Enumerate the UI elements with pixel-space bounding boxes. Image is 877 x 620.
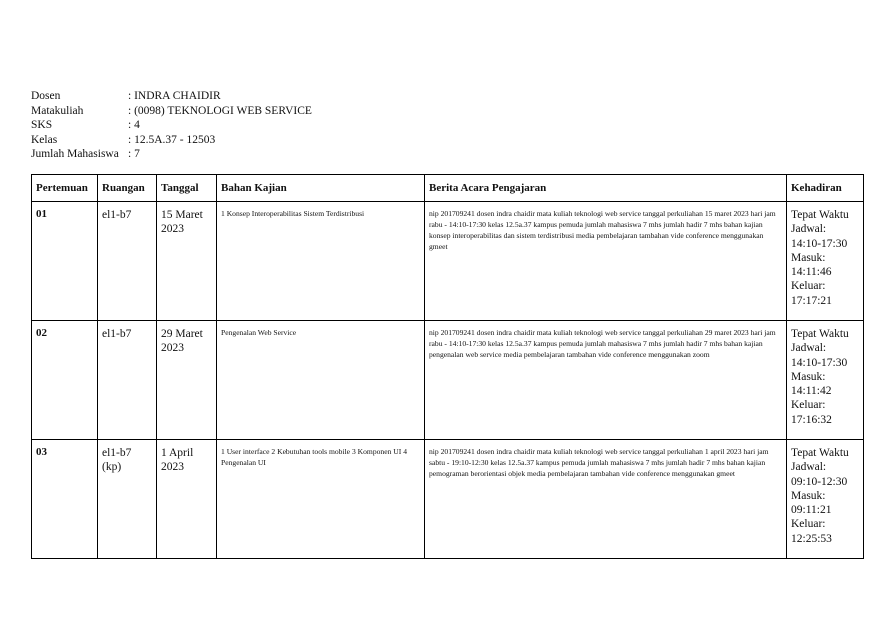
cell-berita-acara: nip 201709241 dosen indra chaidir mata kuliah teknologi web service tanggal perkuliahan 29 maret 2023 hari jam rabu - 14:10-17:30 kelas 12.5a.37 kampus pemuda jumlah mahasiswa 7 mhs jumlah hadir 7 mhs bahan kajian pengenalan web service media pembelajaran tambahan vide conference menggunakan zoom: [425, 321, 787, 440]
cell-bahan-kajian: 1 Konsep Interoperabilitas Sistem Terdistribusi: [217, 202, 425, 321]
kehadiran-masuk-label: Masuk:: [791, 251, 826, 264]
kehadiran-masuk-value: 09:11:21: [791, 504, 832, 517]
header-pertemuan: Pertemuan: [32, 175, 98, 202]
kehadiran-keluar-label: Keluar:: [791, 518, 826, 531]
info-value: : (0098) TEKNOLOGI WEB SERVICE: [128, 104, 312, 117]
cell-pertemuan: 03: [32, 440, 98, 559]
cell-kehadiran: [787, 321, 864, 440]
info-label: SKS: [31, 119, 53, 132]
info-value: : 7: [128, 148, 140, 161]
cell-ruangan: el1-b7: [98, 202, 157, 321]
kehadiran-masuk-label: Masuk:: [791, 489, 826, 502]
cell-tanggal: 1 April 2023: [157, 440, 217, 559]
info-row-kelas: [31, 133, 312, 148]
table-row: [32, 202, 864, 321]
cell-kehadiran: [787, 202, 864, 321]
info-row-sks: [31, 118, 312, 133]
kehadiran-jadwal-label: Jadwal:: [791, 223, 827, 236]
info-label: Kelas: [31, 133, 58, 146]
table-row: [32, 440, 864, 559]
kehadiran-status: Tepat Waktu: [791, 209, 849, 221]
cell-ruangan: el1-b7 (kp): [98, 440, 157, 559]
cell-pertemuan: 02: [32, 321, 98, 440]
header-bahan-kajian: Bahan Kajian: [217, 175, 425, 202]
kehadiran-keluar-label: Keluar:: [791, 280, 826, 293]
info-value: : INDRA CHAIDIR: [128, 90, 221, 102]
table-row: [32, 321, 864, 440]
kehadiran-keluar-label: Keluar:: [791, 399, 826, 412]
info-label: Dosen: [31, 90, 61, 102]
info-label: Matakuliah: [31, 104, 84, 117]
table-header-row: [32, 175, 864, 202]
course-info: [31, 89, 312, 162]
attendance-table: [31, 174, 864, 559]
kehadiran-keluar-value: 12:25:53: [791, 532, 832, 545]
cell-tanggal: 29 Maret 2023: [157, 321, 217, 440]
kehadiran-keluar-value: 17:16:32: [791, 413, 832, 426]
kehadiran-jadwal-value: 14:10-17:30: [791, 356, 848, 369]
kehadiran-masuk-label: Masuk:: [791, 370, 826, 383]
kehadiran-status: Tepat Waktu: [791, 447, 849, 459]
info-label: Jumlah Mahasiswa: [31, 148, 119, 161]
cell-berita-acara: nip 201709241 dosen indra chaidir mata kuliah teknologi web service tanggal perkuliahan 15 maret 2023 hari jam rabu - 14:10-17:30 kelas 12.5a.37 kampus pemuda jumlah mahasiswa 7 mhs jumlah hadir 7 mhs bahan kajian konsep interoperabilitas dan sistem terdistribusi media pembelajaran tambahan vide conference menggunakan gmeet: [425, 202, 787, 321]
header-berita-acara: Berita Acara Pengajaran: [425, 175, 787, 202]
info-value: : 12.5A.37 - 12503: [128, 133, 216, 146]
info-row-jumlah-mahasiswa: [31, 147, 312, 162]
kehadiran-keluar-value: 17:17:21: [791, 294, 832, 307]
cell-tanggal: 15 Maret 2023: [157, 202, 217, 321]
cell-berita-acara: nip 201709241 dosen indra chaidir mata kuliah teknologi web service tanggal perkuliahan 1 april 2023 hari jam sabtu - 19:10-12:30 kelas 12.5a.37 kampus pemuda jumlah mahasiswa 7 mhs jumlah hadir 7 mhs bahan kajian pemograman berorientasi objek media pembelajaran tambahan vide conference menggunakan gmeet: [425, 440, 787, 559]
info-value: : 4: [128, 119, 140, 132]
kehadiran-masuk-value: 14:11:42: [791, 385, 832, 398]
header-tanggal: Tanggal: [157, 175, 217, 202]
header-ruangan: Ruangan: [98, 175, 157, 202]
cell-bahan-kajian: 1 User interface 2 Kebutuhan tools mobile 3 Komponen UI 4 Pengenalan UI: [217, 440, 425, 559]
cell-pertemuan: 01: [32, 202, 98, 321]
kehadiran-jadwal-value: 09:10-12:30: [791, 475, 848, 488]
cell-ruangan: el1-b7: [98, 321, 157, 440]
info-row-matakuliah: [31, 104, 312, 119]
cell-bahan-kajian: Pengenalan Web Service: [217, 321, 425, 440]
kehadiran-jadwal-label: Jadwal:: [791, 461, 827, 474]
kehadiran-jadwal-label: Jadwal:: [791, 342, 827, 355]
cell-kehadiran: [787, 440, 864, 559]
kehadiran-masuk-value: 14:11:46: [791, 266, 832, 279]
kehadiran-jadwal-value: 14:10-17:30: [791, 237, 848, 250]
header-kehadiran: Kehadiran: [787, 175, 864, 202]
info-row-dosen: [31, 89, 312, 104]
kehadiran-status: Tepat Waktu: [791, 328, 849, 340]
